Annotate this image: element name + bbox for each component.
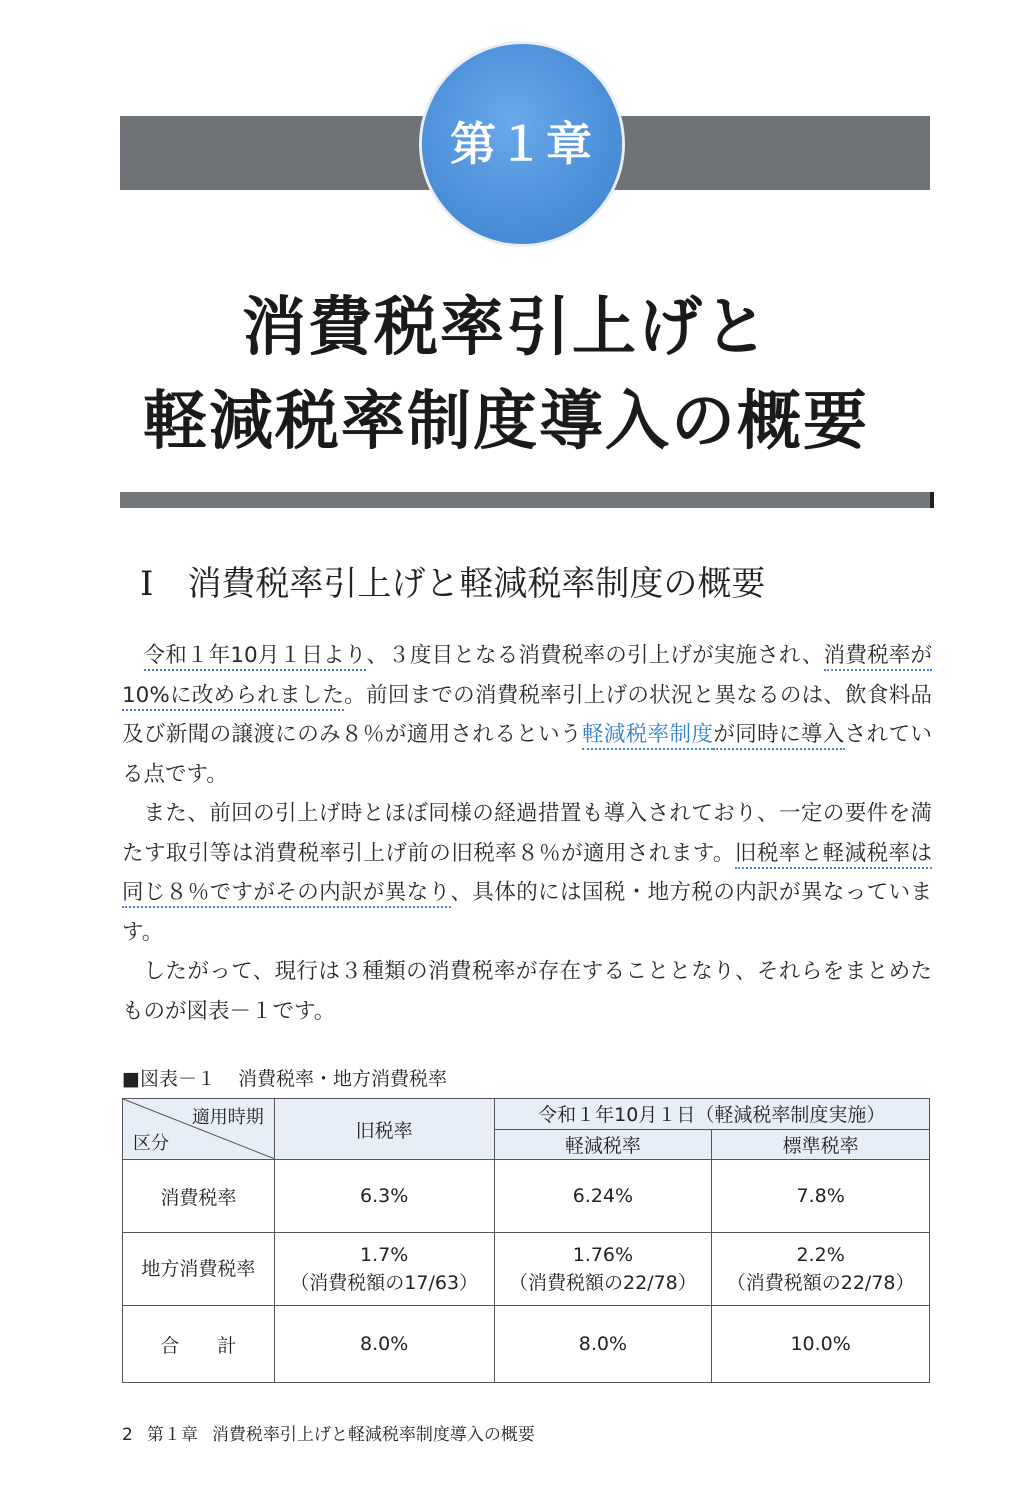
- cell-reduced: 8.0%: [494, 1306, 712, 1383]
- cell-note: （消費税額の22/78）: [726, 1272, 915, 1294]
- section-title: 消費税率引上げと軽減税率制度の概要: [187, 564, 766, 604]
- cell-note: （消費税額の22/78）: [509, 1272, 697, 1294]
- text-run: 、具体的には国税・地方税の内訳が異なっています。: [122, 880, 932, 945]
- cell-old: 8.0%: [274, 1306, 494, 1383]
- footer-title: 消費税率引上げと軽減税率制度導入の概要: [211, 1425, 535, 1445]
- body-text: [122, 636, 932, 1031]
- page-footer: [122, 1420, 535, 1445]
- tax-rate-table: [122, 1098, 930, 1383]
- title-line-1: 消費税率引上げと: [242, 291, 770, 365]
- table-caption-label: ■図表－１: [122, 1068, 216, 1090]
- cell-old: [274, 1233, 494, 1306]
- header-period: 適用時期: [191, 1107, 264, 1128]
- header-corner-cell: [123, 1099, 275, 1160]
- emphasis-reduced-rate: 軽減税率制度: [582, 722, 713, 750]
- page-number: 2: [122, 1425, 133, 1445]
- text-run: また、前回の引上げ時とほぼ同様の経過措置も導入されており、一定の要件を満たす取引等は消費税率引上げ前の旧税率８％が適用されます。: [122, 801, 932, 866]
- emphasis-breakdown: 旧税率と軽減税率は同じ８％ですがその内訳が異なり: [122, 841, 932, 909]
- cell-standard: 7.8%: [712, 1160, 930, 1233]
- text-run: 。前回までの消費税率引上げの状況と異なるのは、飲食料品及び新聞の譲渡にのみ８％が適用されるという: [122, 682, 932, 747]
- cell-standard: 10.0%: [712, 1306, 930, 1383]
- header-new-group: 令和１年10月１日（軽減税率制度実施）: [494, 1099, 929, 1130]
- text-run: 、３度目となる消費税率の引上げが実施され、: [366, 643, 824, 668]
- cell-value: 1.76%: [572, 1244, 634, 1266]
- section-number: I: [140, 564, 154, 604]
- chapter-badge: [422, 44, 622, 244]
- cell-value: 1.7%: [360, 1244, 409, 1266]
- title-line-2: 軽減税率制度導入の概要: [143, 385, 869, 459]
- title-divider: [120, 492, 934, 508]
- paragraph-3: したがって、現行は３種類の消費税率が存在することとなり、それらをまとめたものが図表－１です。: [122, 959, 932, 1024]
- table-caption: [122, 1064, 447, 1091]
- header-standard: 標準税率: [712, 1129, 930, 1160]
- row-label: 合 計: [123, 1306, 275, 1383]
- table-caption-title: 消費税率・地方消費税率: [237, 1068, 447, 1090]
- emphasis-rate: 消費税率が10%に改められました: [122, 643, 932, 711]
- cell-standard: [712, 1233, 930, 1306]
- cell-old: 6.3%: [274, 1160, 494, 1233]
- header-old-rate: 旧税率: [274, 1099, 494, 1160]
- cell-note: （消費税額の17/63）: [290, 1272, 479, 1294]
- footer-chapter: 第１章: [146, 1425, 198, 1445]
- table-row: [123, 1233, 930, 1306]
- cell-reduced: [494, 1233, 712, 1306]
- paragraph-1: [122, 636, 932, 794]
- emphasis-introduced: が同時に導入: [713, 722, 844, 750]
- row-label: 消費税率: [123, 1160, 275, 1233]
- text-run: されている点です。: [122, 722, 932, 787]
- header-reduced: 軽減税率: [494, 1129, 712, 1160]
- cell-reduced: 6.24%: [494, 1160, 712, 1233]
- emphasis-date: 令和１年10月１日より: [144, 643, 367, 671]
- section-heading: [140, 556, 765, 605]
- paragraph-2: [122, 794, 932, 952]
- chapter-label: 第１章: [450, 117, 594, 171]
- row-label: 地方消費税率: [123, 1233, 275, 1306]
- table-row: [123, 1160, 930, 1233]
- header-category: 区分: [133, 1133, 169, 1154]
- table-row: [123, 1306, 930, 1383]
- cell-value: 2.2%: [796, 1244, 845, 1266]
